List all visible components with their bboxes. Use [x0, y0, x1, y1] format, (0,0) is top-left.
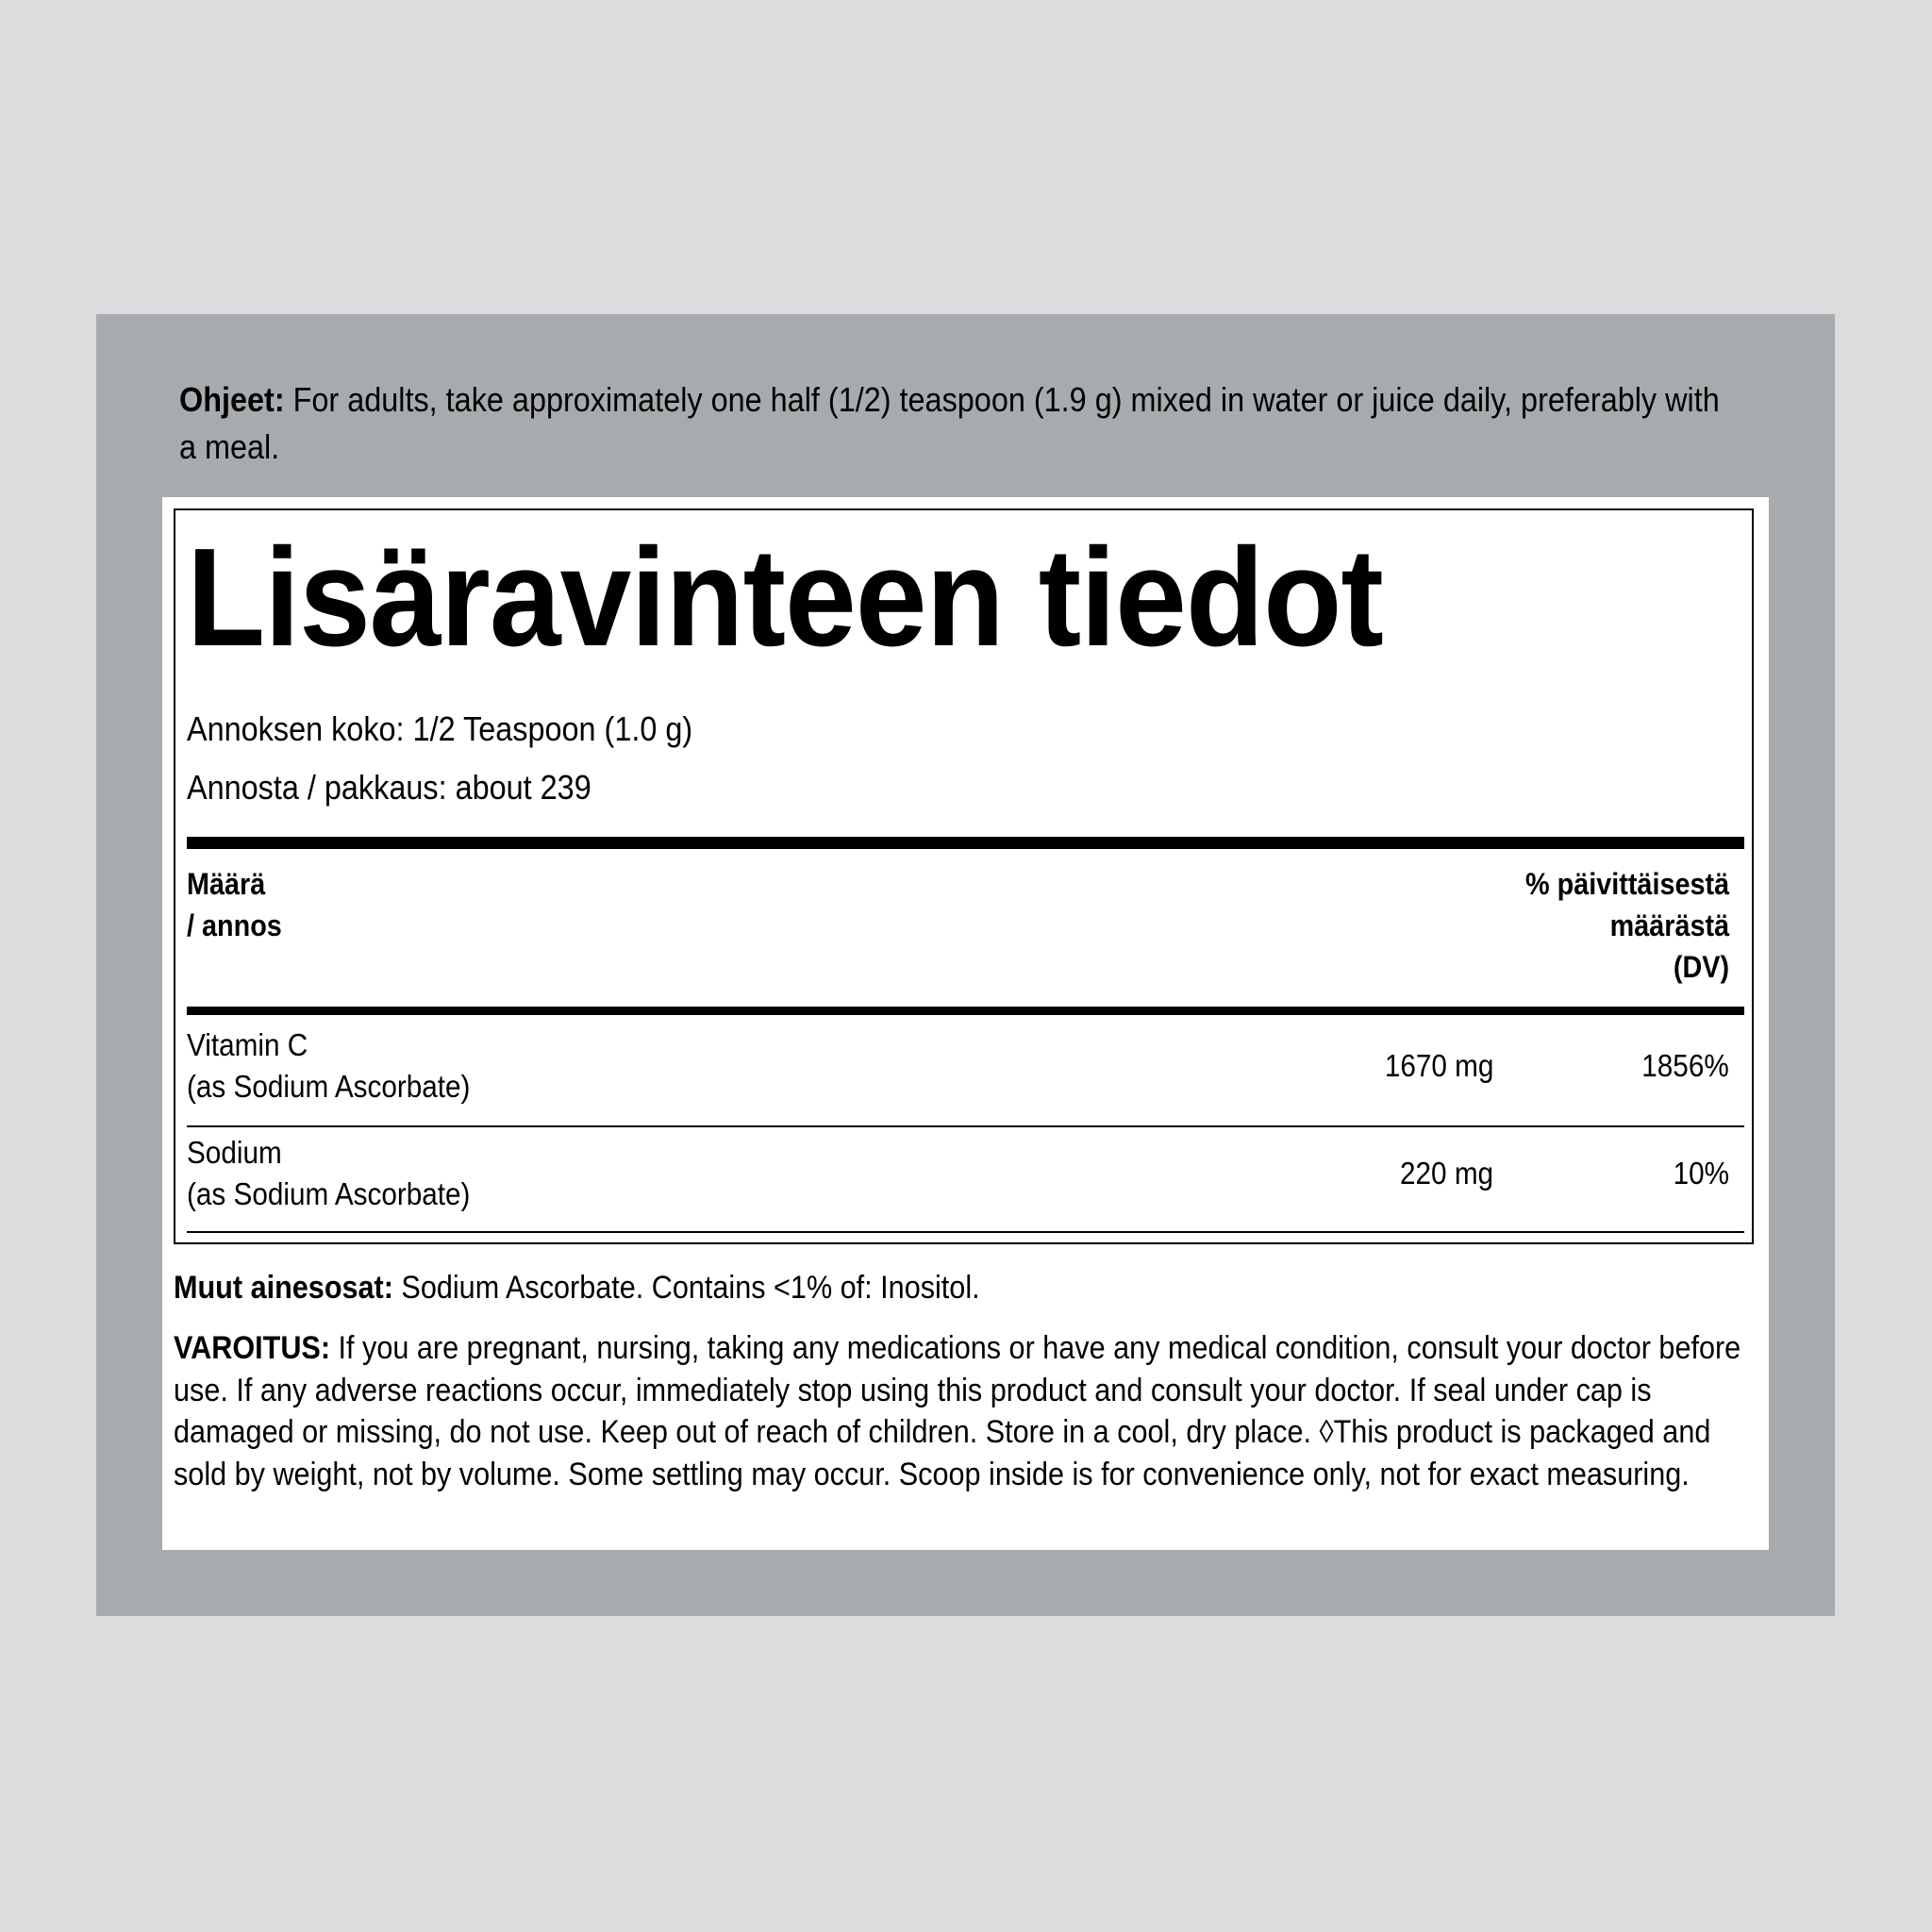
other-ingredients-text: Sodium Ascorbate. Contains <1% of: Inositol. [392, 1270, 980, 1306]
dv-header-line1: % päivittäisestä [1524, 867, 1729, 901]
other-ingredients [174, 1267, 980, 1308]
warning-body: If you are pregnant, nursing, taking any medications or have any medical condition, consult your doctor before use. If any adverse reactions occur, immediately stop using this product and consult your doctor. If seal under cap is damaged or missing, do not use. Keep out of reach of children. Store in a cool, dry place. ◊This product is packaged and sold by weight, not by volume. Some settling may occur. Scoop inside is for convenience only, not for exact measuring. [174, 1330, 1741, 1492]
serving-size: Annoksen koko: 1/2 Teaspoon (1.0 g) [187, 709, 693, 748]
supplement-label-panel [96, 314, 1835, 1616]
amount-header-line1: Määrä [187, 867, 266, 901]
nutrient-row-name [187, 1132, 470, 1215]
dv-header-line2: määrästä [1609, 908, 1729, 942]
other-ingredients-label: Muut ainesosat: [174, 1270, 393, 1306]
nutrient-name: Vitamin C [187, 1027, 308, 1062]
nutrient-daily-value: 10% [1673, 1156, 1729, 1191]
thick-divider-top [187, 837, 1744, 849]
nutrient-row-name [187, 1024, 470, 1108]
warning-label: VAROITUS: [174, 1330, 331, 1366]
facts-title: Lisäravinteen tiedot [187, 520, 1383, 675]
nutrient-source: (as Sodium Ascorbate) [187, 1069, 471, 1104]
row-divider [187, 1125, 1744, 1127]
row-divider-bottom [187, 1231, 1744, 1233]
daily-value-header [1525, 863, 1729, 988]
amount-per-serving-header [187, 863, 282, 946]
directions-text [179, 376, 1741, 471]
supplement-facts-box [174, 508, 1754, 1244]
nutrient-daily-value: 1856% [1641, 1048, 1729, 1083]
amount-header-line2: / annos [187, 908, 282, 942]
thick-divider-header [187, 1007, 1744, 1015]
directions-label: Ohjeet: [179, 380, 285, 419]
warning-text [174, 1327, 1770, 1495]
nutrient-source: (as Sodium Ascorbate) [187, 1176, 471, 1211]
dv-header-line3: (DV) [1673, 950, 1729, 984]
directions-body: For adults, take approximately one half (1/2) teaspoon (1.9 g) mixed in water or juice daily, preferably with a meal. [179, 380, 1720, 466]
nutrient-amount: 1670 mg [1384, 1048, 1493, 1083]
nutrient-name: Sodium [187, 1135, 282, 1170]
servings-per-container: Annosta / pakkaus: about 239 [187, 768, 591, 807]
nutrient-amount: 220 mg [1399, 1156, 1493, 1191]
label-white-area [162, 497, 1769, 1550]
